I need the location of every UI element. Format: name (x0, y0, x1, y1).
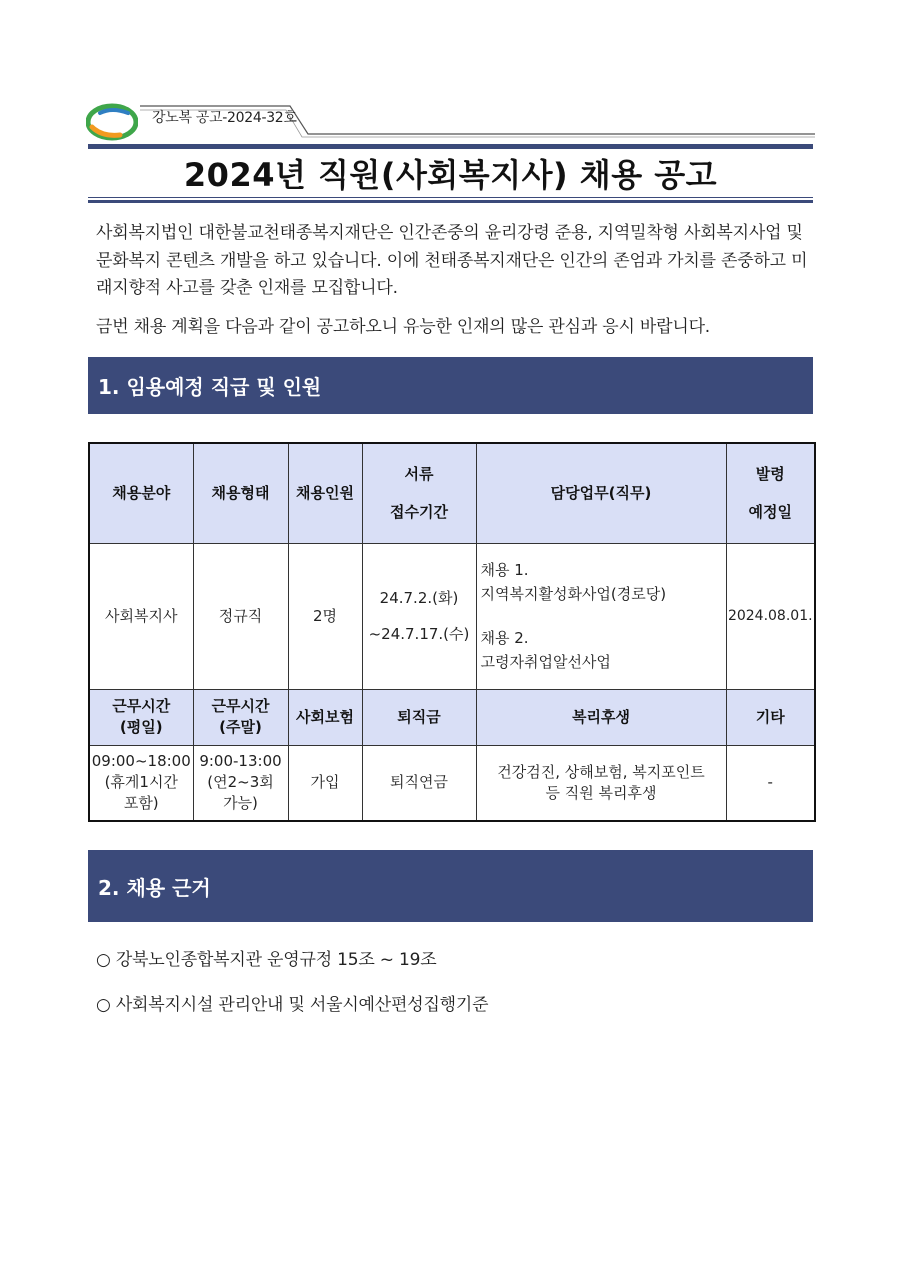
table-header-row-2 (89, 689, 815, 745)
doc-number: 강노복 공고-2024-32호 (152, 110, 297, 126)
cell-duty (476, 543, 726, 689)
cell-etc: - (726, 745, 815, 821)
welfare-line2: 등 직원 복리후생 (545, 783, 657, 802)
recruitment-table (88, 442, 816, 822)
cell-period-end: ~24.7.17.(수) (368, 625, 470, 643)
cell-insurance: 가입 (288, 745, 362, 821)
weekend-line1: 9:00-13:00 (199, 752, 282, 771)
duty-2-desc: 고령자취업알선사업 (480, 653, 611, 671)
header-field: 채용분야 (89, 443, 193, 543)
table-header-row (89, 443, 815, 543)
weekday-line3: 포함) (123, 794, 159, 813)
weekend-line2: (연2~3회 (207, 773, 274, 792)
weekday-line2: (휴게1시간 (104, 773, 178, 792)
basis-item: ○ 사회복지시설 관리안내 및 서울시예산편성집행기준 (96, 995, 489, 1015)
header-doc-period-line2: 접수기간 (390, 503, 448, 522)
header-appointment-line2: 예정일 (748, 503, 792, 522)
title-rule-top (88, 144, 813, 149)
header-etc: 기타 (726, 689, 815, 745)
section-heading-basis (88, 850, 813, 922)
header-duty: 담당업무(직무) (476, 443, 726, 543)
cell-period-start: 24.7.2.(화) (379, 589, 459, 607)
duty-1-desc: 지역복지활성화사업(경로당) (480, 585, 667, 603)
header-count: 채용인원 (288, 443, 362, 543)
header-weekday-line1: 근무시간 (112, 697, 171, 715)
header-type: 채용형태 (193, 443, 288, 543)
organization-logo-icon (86, 103, 138, 141)
duty-1-title: 채용 1. (480, 561, 529, 579)
header-appointment (726, 443, 815, 543)
header-welfare: 복리후생 (476, 689, 726, 745)
cell-welfare (476, 745, 726, 821)
cell-weekend-hours (193, 745, 288, 821)
welfare-line1: 건강검진, 상해보험, 복지포인트 (497, 762, 705, 781)
cell-weekday-hours (89, 745, 193, 821)
header-weekday-hours (89, 689, 193, 745)
table-row (89, 543, 815, 689)
section-title: 2. 채용 근거 (98, 875, 211, 900)
cell-type: 정규직 (193, 543, 288, 689)
cell-field: 사회복지사 (89, 543, 193, 689)
header-weekday-line2: (평일) (119, 718, 163, 736)
intro-invitation: 금번 채용 계획을 다음과 같이 공고하오니 유능한 인재의 많은 관심과 응시 바랍니다. (96, 317, 710, 337)
header-insurance: 사회보험 (288, 689, 362, 745)
header-severance: 퇴직금 (362, 689, 476, 745)
cell-count: 2명 (288, 543, 362, 689)
header-doc-period (362, 443, 476, 543)
cell-severance: 퇴직연금 (362, 745, 476, 821)
section-heading-positions (88, 357, 813, 414)
header-doc-period-line1: 서류 (404, 465, 434, 484)
table-row (89, 745, 815, 821)
basis-item: ○ 강북노인종합복지관 운영규정 15조 ~ 19조 (96, 950, 437, 970)
page-title: 2024년 직원(사회복지사) 채용 공고 (183, 156, 718, 194)
weekend-line3: 가능) (223, 794, 258, 813)
header-weekend-line1: 근무시간 (211, 697, 270, 715)
header-weekend-line2: (주말) (219, 718, 262, 736)
duty-2-title: 채용 2. (480, 629, 529, 647)
duty-spacer (481, 606, 726, 626)
cell-period (362, 543, 476, 689)
title-rule-bottom (88, 200, 813, 203)
title-rule-bottom-thin (88, 197, 813, 198)
header-weekend-hours (193, 689, 288, 745)
cell-appointment-date: 2024.08.01. (726, 543, 815, 689)
header-appointment-line1: 발령 (755, 465, 785, 484)
intro-paragraph: 사회복지법인 대한불교천태종복지재단은 인간존중의 윤리강령 준용, 지역밀착형 사회복지사업 및 문화복지 콘텐츠 개발을 하고 있습니다. 이에 천태종복지재단은 인간의 존엄과 가치를 존중하고 미래지향적 사고를 갖춘 인재를 모집합니다. (96, 223, 808, 298)
weekday-line1: 09:00~18:00 (91, 752, 191, 771)
section-title: 1. 임용예정 직급 및 인원 (98, 375, 322, 399)
